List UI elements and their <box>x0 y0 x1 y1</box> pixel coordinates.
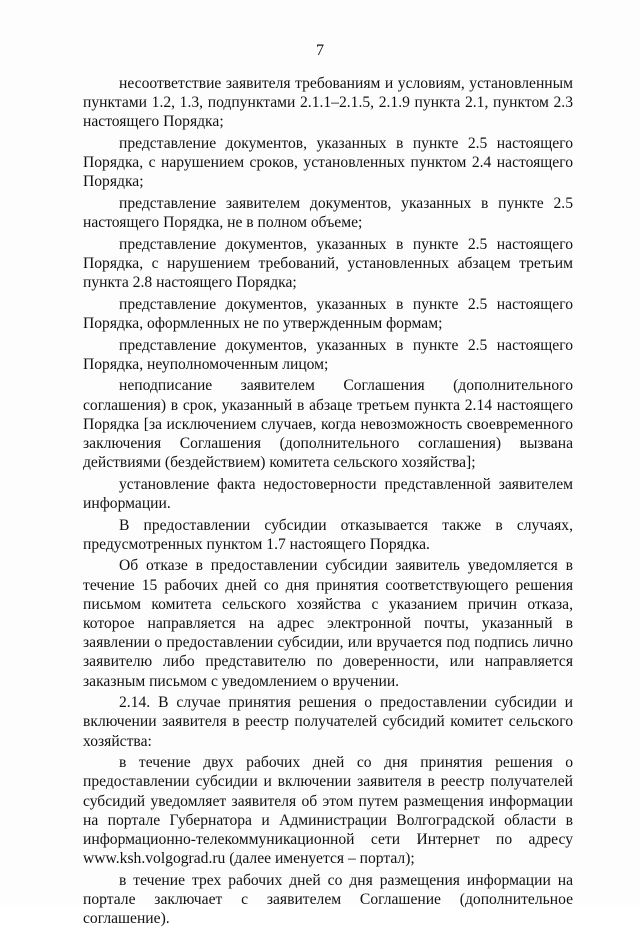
paragraph: представление документов, указанных в пункте 2.5 настоящего Порядка, с нарушением требований, установленных абзацем третьим пункта 2.8 настоящего Порядка; <box>83 235 573 292</box>
page-number: 7 <box>316 42 324 59</box>
paragraph: представление документов, указанных в пункте 2.5 настоящего Порядка, неуполномоченным лицом; <box>83 336 573 373</box>
paragraph: несоответствие заявителя требованиям и условиям, установленным пунктами 1.2, 1.3, подпунктами 2.1.1–2.1.5, 2.1.9 пункта 2.1, пунктом 2.3 настоящего Порядка; <box>83 75 573 131</box>
paragraph: В предоставлении субсидии отказывается также в случаях, предусмотренных пунктом 1.7 настоящего Порядка. <box>83 516 573 553</box>
paragraph: неподписание заявителем Соглашения (дополнительного соглашения) в срок, указанный в абзаце третьем пункта 2.14 настоящего Порядка [за исключением случаев, когда невозможность своевременного заключения Соглашения (дополнительного соглашения) вызвана действиями (бездействием) комитета сельского хозяйства]; <box>83 377 573 472</box>
paragraph: 2.14. В случае принятия решения о предоставлении субсидии и включении заявителя в реестр получателей субсидий комитет сельского хозяйства: <box>83 694 573 750</box>
paragraph: представление документов, указанных в пункте 2.5 настоящего Порядка, с нарушением сроков, установленных пунктом 2.4 настоящего Порядка; <box>83 135 573 191</box>
paragraph: Об отказе в предоставлении субсидии заявитель уведомляется в течение 15 рабочих дней со дня принятия соответствующего решения письмом комитета сельского хозяйства с указанием причин отказа, которое направляется на адрес электронной почты, указанный в заявлении о предоставлении субсидии, или вручается под подпись лично заявителю либо представителю по доверенности, или направляется заказным письмом с уведомлением о вручении. <box>83 557 573 690</box>
paragraph: в течение двух рабочих дней со дня принятия решения о предоставлении субсидии и включении заявителя в реестр получателей субсидий уведомляет заявителя об этом путем размещения информации на портале Губернатора и Администрации Волгоградской области в информационно-телекоммуникационной сети Интернет по адресу www.ksh.volgograd.ru (далее именуется – портал); <box>83 754 573 868</box>
paragraph: представление документов, указанных в пункте 2.5 настоящего Порядка, оформленных не по утвержденным формам; <box>83 295 573 332</box>
paragraph: представление заявителем документов, указанных в пункте 2.5 настоящего Порядка, не в полном объеме; <box>83 195 573 232</box>
paragraph: установление факта недостоверности представленной заявителем информации. <box>83 475 573 512</box>
paragraph: в течение трех рабочих дней со дня размещения информации на портале заключает с заявителем Соглашение (дополнительное соглашение). <box>83 871 573 928</box>
document-body <box>83 74 573 931</box>
